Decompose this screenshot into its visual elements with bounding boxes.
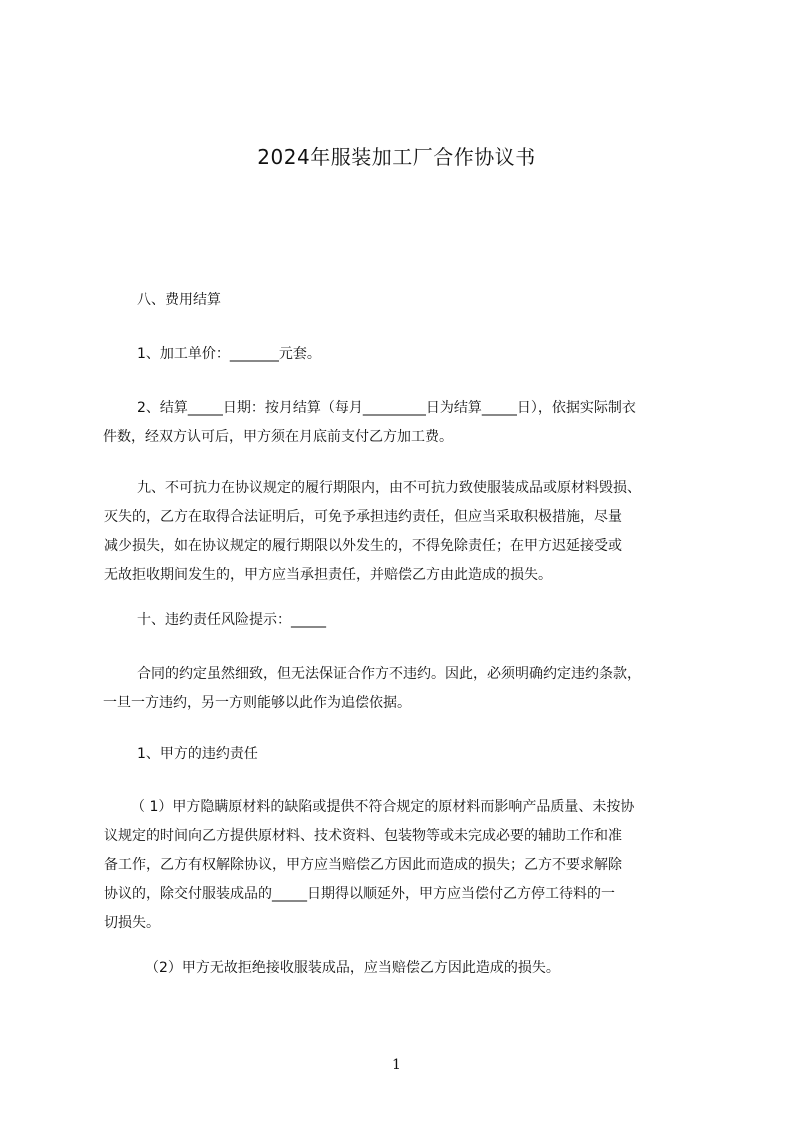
text-line: （2）甲方无故拒绝接收服装成品，应当赔偿乙方因此造成的损失。 bbox=[145, 960, 560, 976]
text-line: 协议的，除交付服装成品的_____日期得以顺延外，甲方应当偿付乙方停工待料的一 bbox=[104, 886, 615, 902]
text-line: 2、结算_____日期：按月结算（每月_________日为结算_____日），依据实际制衣 bbox=[137, 400, 636, 416]
document-title: 2024年服装加工厂合作协议书 bbox=[257, 145, 536, 169]
section-10-heading bbox=[137, 606, 326, 635]
section-10-intro bbox=[103, 660, 641, 718]
text-line: 合同的约定虽然细致，但无法保证合作方不违约。因此，必须明确约定违约条款， bbox=[137, 666, 641, 682]
text-line: 1、甲方的违约责任 bbox=[137, 746, 258, 762]
text-line: （ 1）甲方隐瞒原材料的缺陷或提供不符合规定的原材料而影响产品质量、未按协 bbox=[131, 799, 635, 815]
text-line: 1、加工单价：_______元套。 bbox=[137, 346, 321, 362]
section-10-sub-1-heading bbox=[137, 740, 258, 769]
text-line: 切损失。 bbox=[104, 915, 160, 931]
text-line: 议规定的时间向乙方提供原材料、技术资料、包装物等或未完成必要的辅助工作和准 bbox=[104, 828, 622, 844]
text-line: 件数，经双方认可后，甲方须在月底前支付乙方加工费。 bbox=[103, 429, 453, 445]
section-9-paragraph bbox=[104, 474, 641, 590]
text-line: 灭失的，乙方在取得合法证明后，可免予承担违约责任，但应当采取积极措施，尽量 bbox=[104, 509, 622, 525]
section-8-heading bbox=[137, 286, 221, 315]
text-line: 减少损失，如在协议规定的履行期限以外发生的，不得免除责任；在甲方迟延接受或 bbox=[104, 538, 622, 554]
text-line: 九、不可抗力在协议规定的履行期限内，由不可抗力致使服装成品或原材料毁损、 bbox=[137, 480, 641, 496]
text-line: 备工作，乙方有权解除协议，甲方应当赔偿乙方因此而造成的损失；乙方不要求解除 bbox=[104, 857, 622, 873]
text-line: 十、违约责任风险提示：_____ bbox=[137, 612, 326, 628]
text-line: 一旦一方违约，另一方则能够以此作为追偿依据。 bbox=[103, 695, 411, 711]
section-10-sub-1-item-1 bbox=[104, 793, 634, 938]
section-8-item-1 bbox=[137, 340, 321, 369]
page-number: 1 bbox=[392, 1057, 401, 1073]
text-line: 无故拒收期间发生的，甲方应当承担责任，并赔偿乙方由此造成的损失。 bbox=[104, 567, 552, 583]
section-8-item-2 bbox=[103, 394, 636, 452]
section-10-sub-1-item-2 bbox=[145, 954, 560, 983]
text-line: 八、费用结算 bbox=[137, 292, 221, 308]
